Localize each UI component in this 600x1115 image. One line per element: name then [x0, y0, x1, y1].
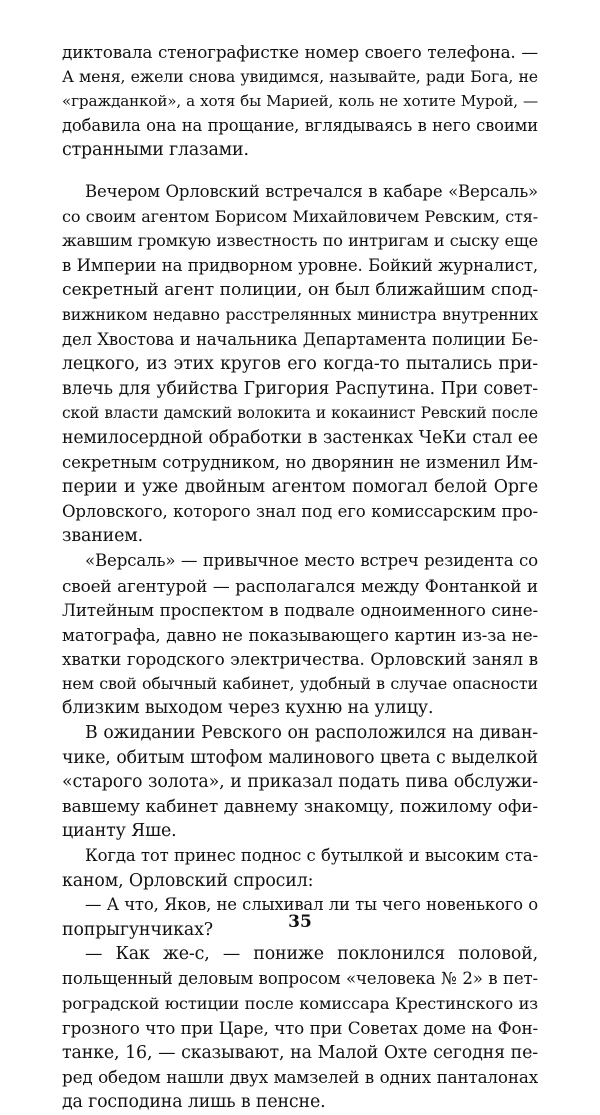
- text-line: нем свой обычный кабинет, удобный в случае опасности: [62, 673, 538, 693]
- text-line: перии и уже двойным агентом помогал белой Орге: [62, 477, 538, 498]
- text-line: секретный агент полиции, он был ближайшим спод-: [62, 280, 538, 301]
- text-line: попрыгунчиках?: [62, 919, 213, 940]
- text-line: А меня, ежели снова увидимся, называйте, ради Бога, не: [62, 66, 538, 86]
- text-line: секретным сотрудником, но дворянин не изменил Им-: [62, 452, 538, 472]
- text-line: со своим агентом Борисом Михайловичем Ревским, стя-: [62, 206, 538, 226]
- text-line: Литейным проспектом в подвале одноименного сине-: [62, 600, 538, 621]
- text-line: Вечером Орловский встречался в кабаре «Версаль»: [85, 182, 538, 201]
- text-line: диктовала стенографистке номер своего телефона. —: [62, 42, 538, 62]
- text-line: влечь для убийства Григория Распутина. При совет-: [62, 378, 538, 399]
- text-line: «старого золота», и приказал подать пива обслужи-: [62, 772, 538, 793]
- text-line: — Как же-с, — пониже поклонился половой,: [85, 944, 538, 965]
- text-line: дел Хвостова и начальника Департамента полиции Бе-: [62, 329, 538, 349]
- page-number: 35: [288, 912, 312, 932]
- text-line: хватки городского электричества. Орловский занял в: [62, 649, 538, 670]
- text-line: жавшим громкую известность по интригам и сыску еще: [62, 231, 538, 251]
- text-line: вижником недавно расстрелянных министра внутренних: [62, 304, 538, 324]
- paragraph-continuation: [62, 40, 538, 163]
- text-line: близким выходом через кухню на улицу.: [62, 698, 434, 719]
- text-line: танке, 16, — сказывают, на Малой Охте сегодня пе-: [62, 1042, 538, 1063]
- text-line: «Версаль» — привычное место встреч резидента со: [85, 550, 538, 570]
- text-line: роградской юстиции после комиссара Крестинского из: [62, 993, 538, 1013]
- text-line: В ожидании Ревского он расположился на диван-: [85, 723, 538, 744]
- text-line: ред обедом нашли двух мамзелей в одних панталонах: [62, 1067, 538, 1088]
- text-line: ской власти дамский волокита и кокаинист Ревский после: [62, 404, 538, 423]
- text-line: да господина лишь в пенсне.: [62, 1091, 326, 1112]
- text-line: добавила она на прощание, вглядываясь в него своими: [62, 115, 538, 135]
- text-line: немилосердной обработки в застенках ЧеКи стал ее: [62, 427, 538, 448]
- main-text: [62, 180, 538, 1115]
- text-line: в Империи на придворном уровне. Бойкий журналист,: [62, 255, 538, 275]
- text-line: чике, обитым штофом малинового цвета с выделкой: [62, 747, 538, 768]
- text-line: — А что, Яков, не слыхивал ли ты чего новенького о: [85, 895, 538, 915]
- text-line: лецкого, из этих кругов его когда-то пытались при-: [62, 354, 538, 375]
- text-line: «гражданкой», а хотя бы Марией, коль не хотите Мурой, —: [62, 92, 538, 111]
- text-line: каном, Орловский спросил:: [62, 870, 314, 891]
- text-line: Когда тот принес поднос с бутылкой и высоким ста-: [85, 846, 538, 866]
- text-line: матографа, давно не показывающего картин из-за не-: [62, 624, 538, 645]
- text-line: Орловского, которого знал под его комиссарским про-: [62, 501, 538, 521]
- text-line: званием.: [62, 526, 143, 547]
- text-line: цианту Яше.: [62, 821, 177, 842]
- text-line: грозного что при Царе, что при Советах доме на Фон-: [62, 1018, 538, 1039]
- text-line: вавшему кабинет давнему знакомцу, пожилому офи-: [62, 796, 538, 817]
- text-line: своей агентурой — располагался между Фонтанкой и: [62, 575, 538, 596]
- text-line: странными глазами.: [62, 140, 249, 161]
- text-line: польщенный деловым вопросом «человека № 2» в пет-: [62, 969, 538, 988]
